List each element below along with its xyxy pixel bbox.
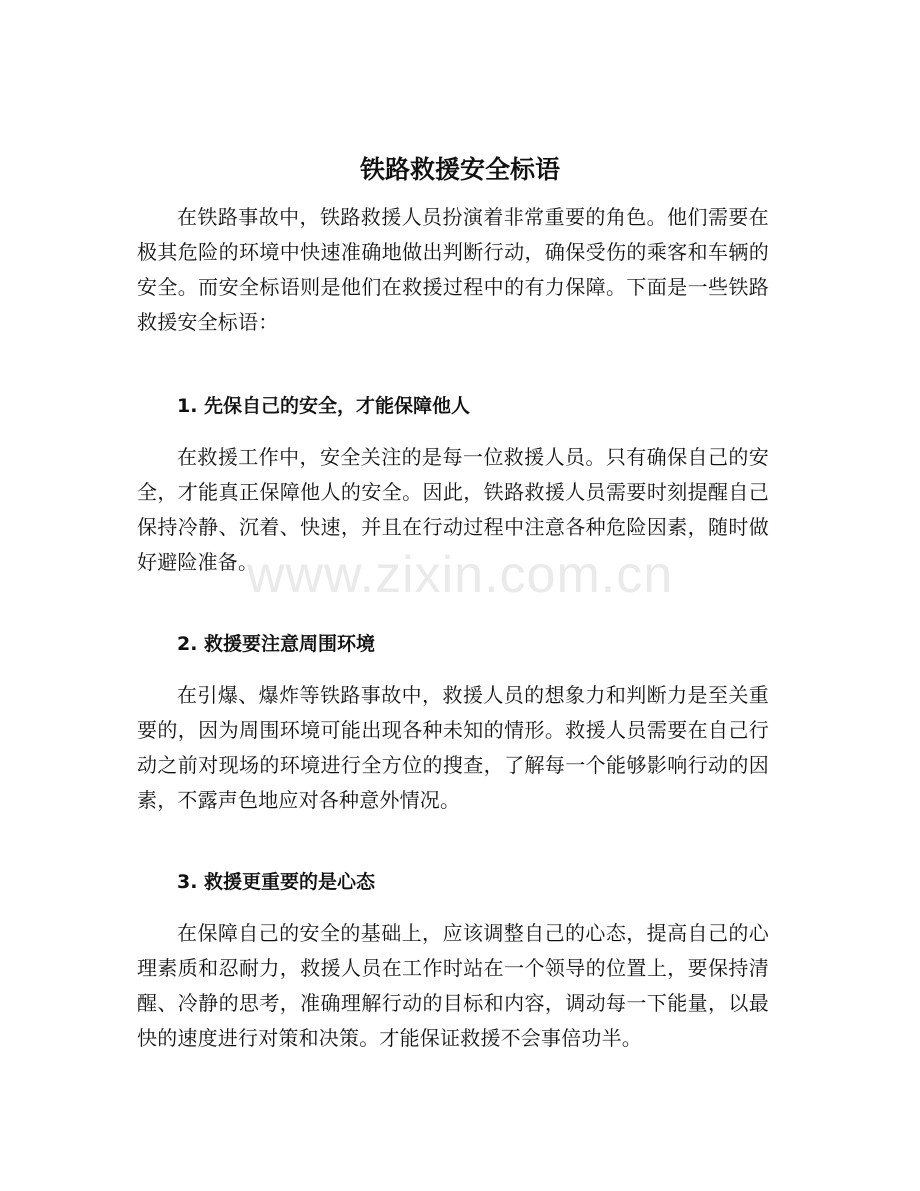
watermark: www.zixin.com.cn: [246, 546, 674, 604]
section-2-body: 在引爆、爆炸等铁路事故中，救援人员的想象力和判断力是至关重要的，因为周围环境可能出现各种未知的情形。救援人员需要在自己行动之前对现场的环境进行全方位的搜查，了解每一个能够影响行动的因素，不露声色地应对各种意外情况。: [137, 683, 769, 812]
intro-paragraph: 在铁路事故中，铁路救援人员扮演着非常重要的角色。他们需要在极其危险的环境中快速准确地做出判断行动，确保受伤的乘客和车辆的安全。而安全标语则是他们在救援过程中的有力保障。下面是一些铁路救援安全标语：: [137, 205, 769, 334]
section-1-body: 在救援工作中，安全关注的是每一位救援人员。只有确保自己的安全，才能真正保障他人的安全。因此，铁路救援人员需要时刻提醒自己保持冷静、沉着、快速，并且在行动过程中注意各种危险因素，随时做好避险准备。: [137, 445, 769, 574]
section-2-heading: 2. 救援要注意周围环境: [177, 633, 376, 655]
section-3-body: 在保障自己的安全的基础上，应该调整自己的心态，提高自己的心理素质和忍耐力，救援人员在工作时站在一个领导的位置上，要保持清醒、冷静的思考，准确理解行动的目标和内容，调动每一下能量，以最快的速度进行对策和决策。才能保证救援不会事倍功半。: [137, 921, 769, 1050]
section-3-heading: 3. 救援更重要的是心态: [177, 871, 376, 893]
document-title: 铁路救援安全标语: [359, 155, 560, 184]
section-1-heading: 1. 先保自己的安全，才能保障他人: [177, 395, 471, 417]
